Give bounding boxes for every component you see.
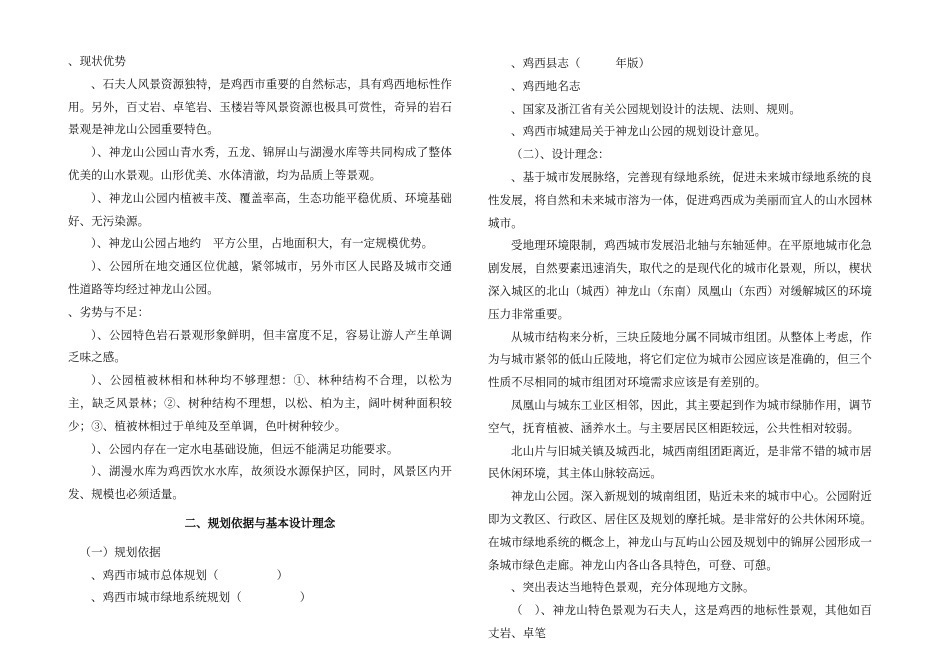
paragraph: 从城市结构来分析，三块丘陵地分属不同城市组团。从整体上考虑，作为与城市紧邻的低山丘陵地，将它们定位为城市公园应该是准确的，但三个性质不尽相同的城市组团对环境需求应该是有差别的。 <box>488 329 872 390</box>
section-heading: 二、规划依据与基本设计理念 <box>184 515 336 530</box>
paragraph: 北山片与旧城关镇及城西北，城西南组团距离近，是非常不错的城市居民休闲环境，其主体山脉较高远。 <box>488 443 872 481</box>
paragraph: 凤凰山与城东工业区相邻，因此，其主要起到作为城市绿肺作用，调节空气，抚育植被、涵养水土。与主要居民区相距较远，公共性相对较弱。 <box>488 397 872 435</box>
paragraph: ）、公园所在地交通区位优越，紧邻城市，另外市区人民路及城市交通性道路等均经过神龙山公园。 <box>68 259 452 296</box>
paragraph: 、现状优势 <box>68 54 126 68</box>
paragraph: （二）、设计理念： <box>511 147 610 162</box>
paragraph: 、鸡西市城建局关于神龙山公园的规划设计意见。 <box>511 124 767 139</box>
paragraph: ）、公园内存在一定水电基础设施，但远不能满足功能要求。 <box>91 441 399 456</box>
paragraph: 、鸡西市城市总体规划（ ） <box>91 567 289 582</box>
paragraph: ）、公园植被林相和林种均不够理想：①、林种结构不合理，以松为主，缺乏风景林；②、树种结构不理想，以松、柏为主，阔叶树种面积较少；③、植被林相过于单纯及至单调，色叶树种较少。 <box>68 373 452 433</box>
paragraph: （一）规划依据 <box>79 544 161 559</box>
paragraph: 、劣势与不足： <box>68 304 150 319</box>
paragraph: （ ）、神龙山特色景观为石夫人，这是鸡西的地标性景观，其他如百丈岩、卓笔 <box>488 603 872 640</box>
paragraph: 、鸡西县志（ 年版） <box>511 56 651 70</box>
right-column <box>488 52 872 645</box>
paragraph: ）、神龙山公园山青水秀，五龙、锦屏山与湖漫水库等共同构成了整体优美的山水景观。山形优美、水体清澈，均为品质上等景观。 <box>68 145 452 182</box>
paragraph: 、国家及浙江省有关公园规划设计的法规、法则、规则。 <box>511 101 801 116</box>
paragraph: 、鸡西市城市绿地系统规划（ ） <box>91 590 312 605</box>
paragraph: 神龙山公园。深入新规划的城南组团，贴近未来的城市中心。公园附近即为文教区、行政区、居住区及规划的摩托城。是非常好的公共休闲环境。在城市绿地系统的概念上，神龙山与瓦屿山公园及规划中的锦屏公园形成一条城市绿色走廊。神龙山内各山各具特色，可登、可憩。 <box>488 489 872 572</box>
paragraph: 、突出表达当地特色景观，充分体现地方文脉。 <box>511 580 755 595</box>
paragraph: 、鸡西地名志 <box>511 78 581 93</box>
paragraph: 受地理环境限制，鸡西城市发展沿北轴与东轴延伸。在平原地城市化急剧发展，自然要素迅速消失，取代之的是现代化的城市化景观，所以，楔状深入城区的北山（城西）神龙山（东南）凤凰山（东西）对缓解城区的环境压力非常重要。 <box>488 238 872 321</box>
paragraph: ）、神龙山公园内植被丰茂、覆盖率高，生态功能平稳优质、环境基础好、无污染源。 <box>68 190 452 228</box>
left-column <box>68 50 452 609</box>
paragraph: 、基于城市发展脉络，完善现有绿地系统，促进未来城市绿地系统的良性发展，将自然和未来城市溶为一体，促进鸡西成为美丽而宜人的山水园林城市。 <box>488 169 872 230</box>
paragraph: ）、神龙山公园占地约 平方公里，占地面积大，有一定规模优势。 <box>91 236 434 251</box>
paragraph: ）、湖漫水库为鸡西饮水水库，故须设水源保护区，同时，风景区内开发、规模也必须适量。 <box>68 464 452 502</box>
paragraph: ）、公园特色岩石景观形象鲜明，但丰富度不足，容易让游人产生单调乏味之感。 <box>68 327 452 365</box>
paragraph: 、石夫人风景资源独特，是鸡西市重要的自然标志，具有鸡西地标性作用。另外，百丈岩、卓笔岩、玉楼岩等风景资源也极具可赏性，奇异的岩石景观是神龙山公园重要特色。 <box>68 76 452 137</box>
